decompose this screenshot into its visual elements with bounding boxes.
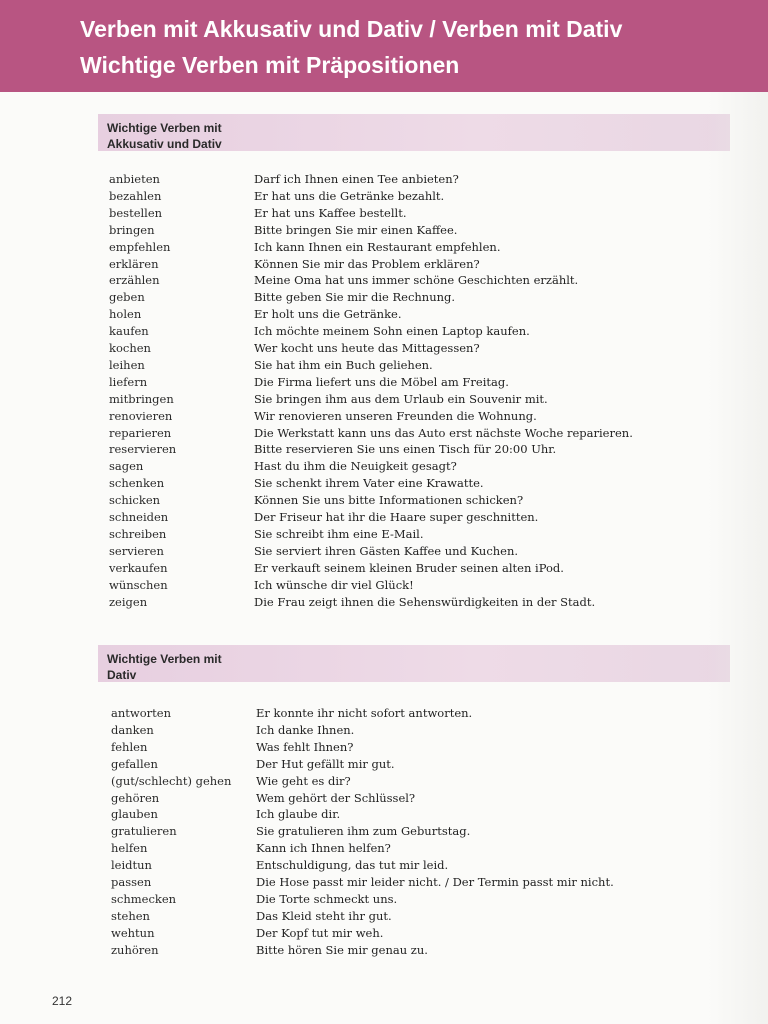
table-row [0, 222, 768, 239]
verb-cell: gehören [111, 790, 160, 805]
table-row [0, 239, 768, 256]
table-row [0, 806, 768, 823]
table-row [0, 790, 768, 807]
table-row [0, 560, 768, 577]
example-sentence-cell: Ich wünsche dir viel Glück! [254, 577, 414, 592]
verb-cell: stehen [111, 908, 150, 923]
section-title-line-2: Dativ [107, 668, 137, 682]
table-row [0, 289, 768, 306]
table-row [0, 391, 768, 408]
example-sentence-cell: Er holt uns die Getränke. [254, 307, 402, 322]
table-row [0, 509, 768, 526]
table-row [0, 441, 768, 458]
verb-cell: schicken [109, 493, 161, 508]
example-sentence-cell: Sie bringen ihm aus dem Urlaub ein Souvenir mit. [254, 391, 548, 406]
section-title-line-1: Wichtige Verben mit [107, 652, 222, 666]
verb-cell: bringen [109, 222, 155, 237]
verb-cell: schmecken [111, 891, 177, 906]
table-row [0, 942, 768, 959]
table-row [0, 374, 768, 391]
example-sentence-cell: Er verkauft seinem kleinen Bruder seinen alten iPod. [254, 560, 564, 575]
verb-cell: reparieren [109, 425, 172, 440]
example-sentence-cell: Ich glaube dir. [256, 807, 341, 822]
table-row [0, 874, 768, 891]
verb-cell: schreiben [109, 526, 167, 541]
section-header-akkusativ-dativ [98, 114, 730, 151]
example-sentence-cell: Bitte reservieren Sie uns einen Tisch für 20:00 Uhr. [254, 442, 557, 457]
verb-cell: zeigen [109, 594, 148, 609]
table-row [0, 739, 768, 756]
table-row [0, 306, 768, 323]
table-row [0, 908, 768, 925]
verb-cell: mitbringen [109, 391, 174, 406]
verb-cell: (gut/schlecht) gehen [111, 773, 232, 788]
example-sentence-cell: Sie hat ihm ein Buch geliehen. [254, 357, 433, 372]
table-row [0, 840, 768, 857]
example-sentence-cell: Sie schenkt ihrem Vater eine Krawatte. [254, 476, 484, 491]
example-sentence-cell: Die Firma liefert uns die Möbel am Freitag. [254, 374, 509, 389]
table-row [0, 756, 768, 773]
verb-cell: sagen [109, 459, 144, 474]
table-row [0, 171, 768, 188]
table-row [0, 722, 768, 739]
table-row [0, 526, 768, 543]
verb-cell: holen [109, 307, 142, 322]
table-row [0, 891, 768, 908]
example-sentence-cell: Können Sie uns bitte Informationen schicken? [254, 493, 524, 508]
verb-cell: wehtun [111, 925, 155, 940]
chapter-title-line-2: Wichtige Verben mit Präpositionen [80, 52, 460, 78]
example-sentence-cell: Wie geht es dir? [256, 773, 351, 788]
verb-cell: servieren [109, 543, 164, 558]
verb-cell: glauben [111, 807, 158, 822]
example-sentence-cell: Er konnte ihr nicht sofort antworten. [256, 706, 473, 720]
verb-cell: bezahlen [109, 188, 162, 203]
chapter-title-line-1: Verben mit Akkusativ und Dativ / Verben mit Dativ [80, 16, 623, 42]
verb-cell: bestellen [109, 205, 163, 220]
verb-cell: gratulieren [111, 824, 177, 839]
table-row [0, 577, 768, 594]
verb-cell: verkaufen [109, 560, 168, 575]
table-row [0, 857, 768, 874]
example-sentence-cell: Kann ich Ihnen helfen? [256, 841, 391, 856]
verb-cell: reservieren [109, 442, 177, 457]
verb-cell: leihen [109, 357, 145, 372]
verb-cell: antworten [111, 706, 171, 720]
example-sentence-cell: Die Hose passt mir leider nicht. / Der Termin passt mir nicht. [256, 875, 614, 889]
example-sentence-cell: Bitte geben Sie mir die Rechnung. [254, 290, 456, 305]
example-sentence-cell: Entschuldigung, das tut mir leid. [256, 858, 449, 873]
verb-cell: renovieren [109, 408, 173, 423]
example-sentence-cell: Der Friseur hat ihr die Haare super geschnitten. [254, 510, 539, 524]
verb-cell: gefallen [111, 756, 158, 771]
example-sentence-cell: Wer kocht uns heute das Mittagessen? [254, 341, 480, 355]
verb-cell: passen [111, 875, 152, 889]
verb-cell: geben [109, 290, 145, 305]
example-sentence-cell: Sie serviert ihren Gästen Kaffee und Kuchen. [254, 543, 519, 558]
verb-cell: fehlen [111, 739, 148, 754]
table-row [0, 925, 768, 942]
table-row [0, 458, 768, 475]
example-sentence-cell: Der Hut gefällt mir gut. [256, 756, 395, 771]
table-row [0, 340, 768, 357]
table-row [0, 823, 768, 840]
example-sentence-cell: Können Sie mir das Problem erklären? [254, 256, 480, 271]
example-sentence-cell: Er hat uns die Getränke bezahlt. [254, 188, 445, 203]
example-sentence-cell: Wem gehört der Schlüssel? [256, 790, 416, 805]
table-row [0, 357, 768, 374]
example-sentence-cell: Bitte hören Sie mir genau zu. [256, 942, 428, 957]
table-row [0, 705, 768, 722]
verb-cell: anbieten [109, 172, 160, 186]
table-row [0, 492, 768, 509]
example-sentence-cell: Das Kleid steht ihr gut. [256, 908, 392, 923]
table-row [0, 475, 768, 492]
table-row [0, 272, 768, 289]
verb-cell: danken [111, 722, 154, 737]
table-row [0, 205, 768, 222]
table-row [0, 543, 768, 560]
example-sentence-cell: Ich kann Ihnen ein Restaurant empfehlen. [254, 239, 501, 254]
example-sentence-cell: Der Kopf tut mir weh. [256, 925, 384, 940]
verb-cell: schneiden [109, 510, 169, 524]
verb-cell: helfen [111, 841, 148, 856]
chapter-header-banner [0, 0, 768, 92]
verb-cell: leidtun [111, 858, 152, 873]
example-sentence-cell: Hast du ihm die Neuigkeit gesagt? [254, 459, 457, 474]
table-row [0, 256, 768, 273]
page-number: 212 [52, 994, 73, 1008]
table-row [0, 408, 768, 425]
verb-cell: kochen [109, 341, 151, 355]
example-sentence-cell: Die Frau zeigt ihnen die Sehenswürdigkeiten in der Stadt. [254, 594, 596, 609]
verb-cell: erklären [109, 256, 159, 271]
verb-cell: kaufen [109, 324, 149, 339]
example-sentence-cell: Darf ich Ihnen einen Tee anbieten? [254, 172, 459, 186]
example-sentence-cell: Die Werkstatt kann uns das Auto erst nächste Woche reparieren. [254, 425, 633, 440]
example-sentence-cell: Wir renovieren unseren Freunden die Wohnung. [254, 408, 537, 423]
verb-cell: liefern [109, 374, 148, 389]
example-sentence-cell: Sie schreibt ihm eine E-Mail. [254, 526, 424, 541]
example-sentence-cell: Die Torte schmeckt uns. [256, 891, 398, 906]
example-sentence-cell: Ich danke Ihnen. [256, 722, 355, 737]
section-title-line-1: Wichtige Verben mit [107, 121, 222, 135]
section-header-dativ [98, 645, 730, 682]
table-row [0, 773, 768, 790]
example-sentence-cell: Sie gratulieren ihm zum Geburtstag. [256, 824, 471, 839]
verb-cell: zuhören [111, 942, 159, 957]
table-row [0, 425, 768, 442]
table-row [0, 188, 768, 205]
example-sentence-cell: Meine Oma hat uns immer schöne Geschichten erzählt. [254, 273, 579, 288]
verb-cell: wünschen [109, 577, 168, 592]
example-sentence-cell: Er hat uns Kaffee bestellt. [254, 205, 407, 220]
table-row [0, 594, 768, 611]
section-title-line-2: Akkusativ und Dativ [107, 137, 222, 151]
example-sentence-cell: Was fehlt Ihnen? [256, 739, 354, 754]
verb-cell: empfehlen [109, 239, 171, 254]
table-row [0, 323, 768, 340]
verb-cell: schenken [109, 476, 165, 491]
example-sentence-cell: Bitte bringen Sie mir einen Kaffee. [254, 222, 458, 237]
example-sentence-cell: Ich möchte meinem Sohn einen Laptop kaufen. [254, 324, 530, 339]
verb-cell: erzählen [109, 273, 160, 288]
